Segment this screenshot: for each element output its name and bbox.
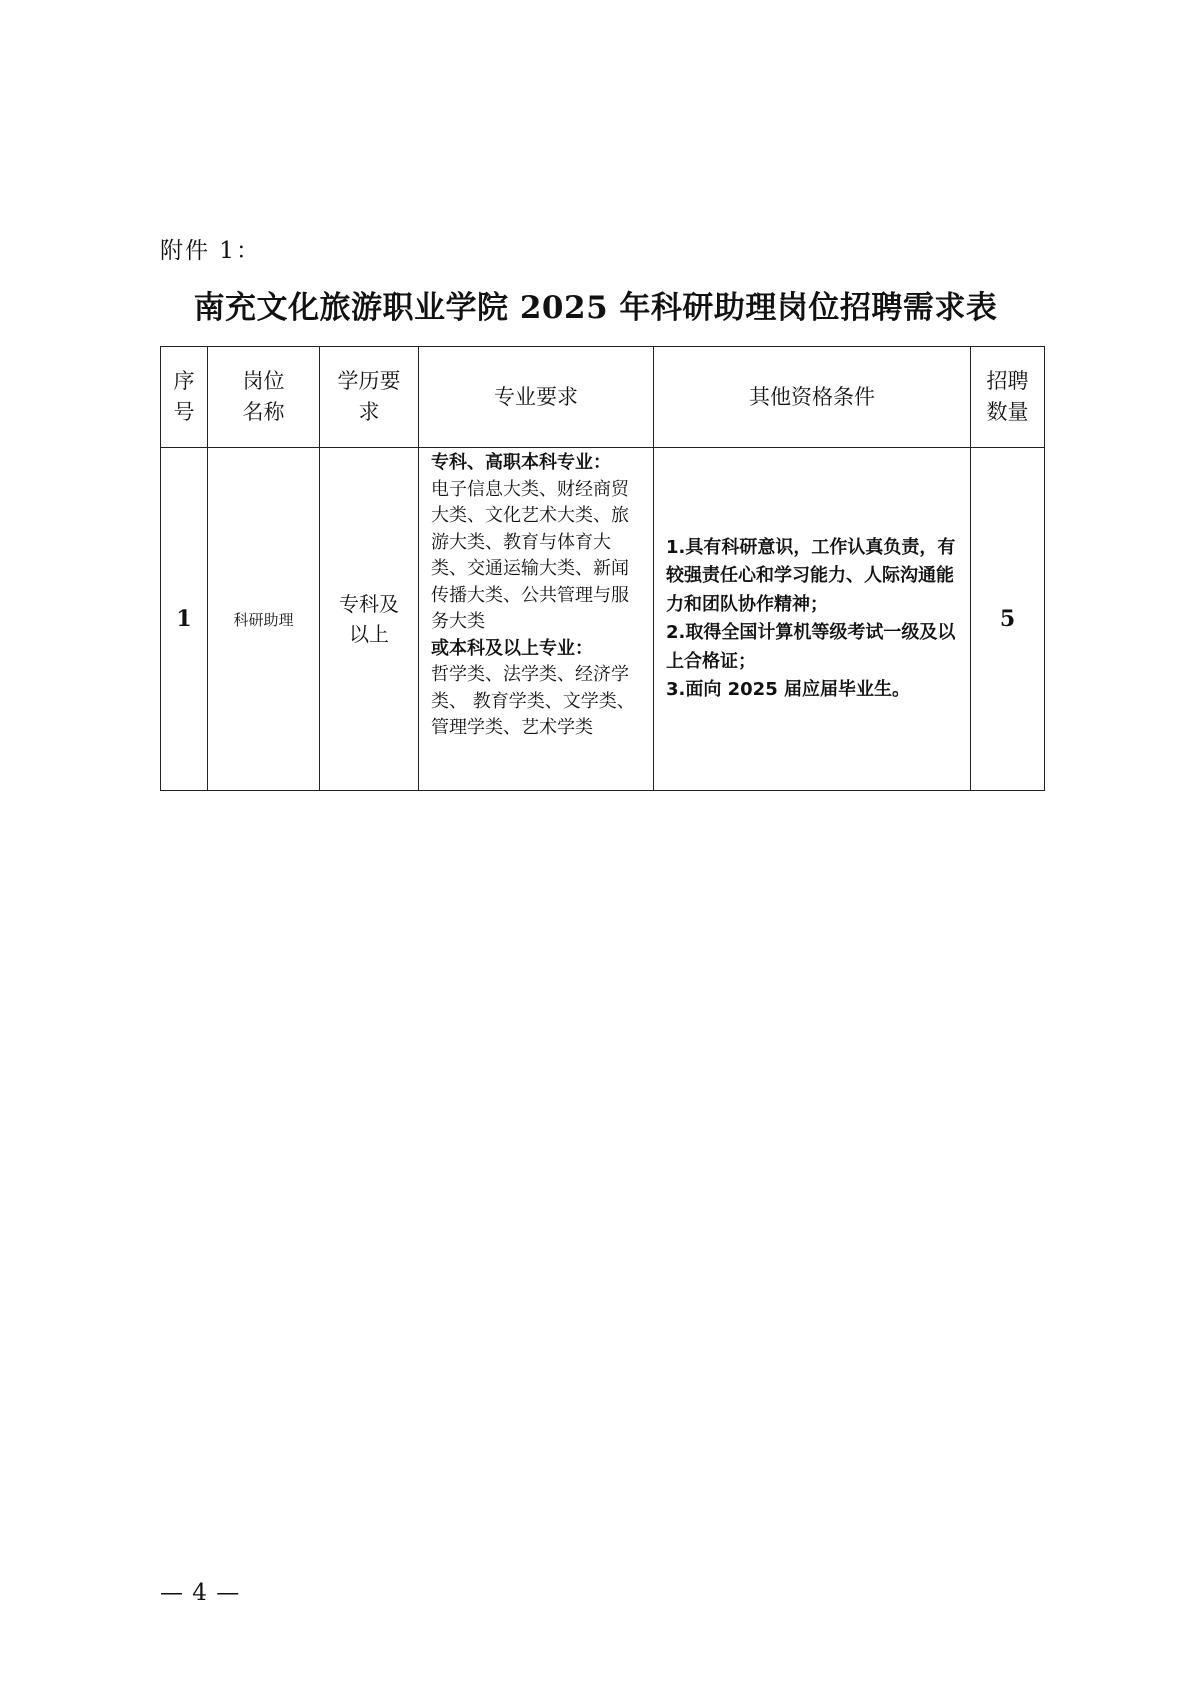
header-other: 其他资格条件 [654, 347, 971, 448]
major-heading-undergraduate: 或本科及以上专业： [431, 637, 593, 659]
table-header-row [161, 347, 1045, 448]
header-position: 岗位名称 [208, 347, 320, 448]
header-count: 招聘数量 [971, 347, 1045, 448]
cell-major [419, 448, 654, 791]
cell-seq: 1 [161, 448, 208, 791]
document-title: 南充文化旅游职业学院 2025 年科研助理岗位招聘需求表 [193, 290, 998, 326]
cell-education: 专科及以上 [320, 448, 419, 791]
major-list-vocational: 电子信息大类、财经商贸大类、文化艺术大类、旅游大类、教育与体育大类、交通运输大类、新闻传播大类、公共管理与服务大类 [431, 478, 629, 632]
qualification-item: 1.具有科研意识，工作认真负责，有较强责任心和学习能力、人际沟通能力和团队协作精神； [666, 536, 956, 615]
cell-position: 科研助理 [208, 448, 320, 791]
header-seq: 序号 [161, 347, 208, 448]
major-heading-vocational: 专科、高职本科专业： [431, 452, 611, 473]
major-list-undergraduate: 哲学类、法学类、经济学类、 教育学类、文学类、管理学类、艺术学类 [431, 664, 635, 738]
cell-count: 5 [971, 448, 1045, 791]
qualification-item: 2.取得全国计算机等级考试一级及以上合格证； [666, 622, 956, 672]
recruitment-table [160, 346, 1045, 791]
header-education: 学历要求 [320, 347, 419, 448]
header-major: 专业要求 [419, 347, 654, 448]
page-number: — 4 — [160, 1580, 241, 1606]
table-row [161, 448, 1045, 791]
qualification-item: 3.面向 2025 届应届毕业生。 [666, 679, 910, 700]
cell-other-qualifications [654, 448, 971, 791]
attachment-label: 附件 1： [160, 238, 261, 264]
